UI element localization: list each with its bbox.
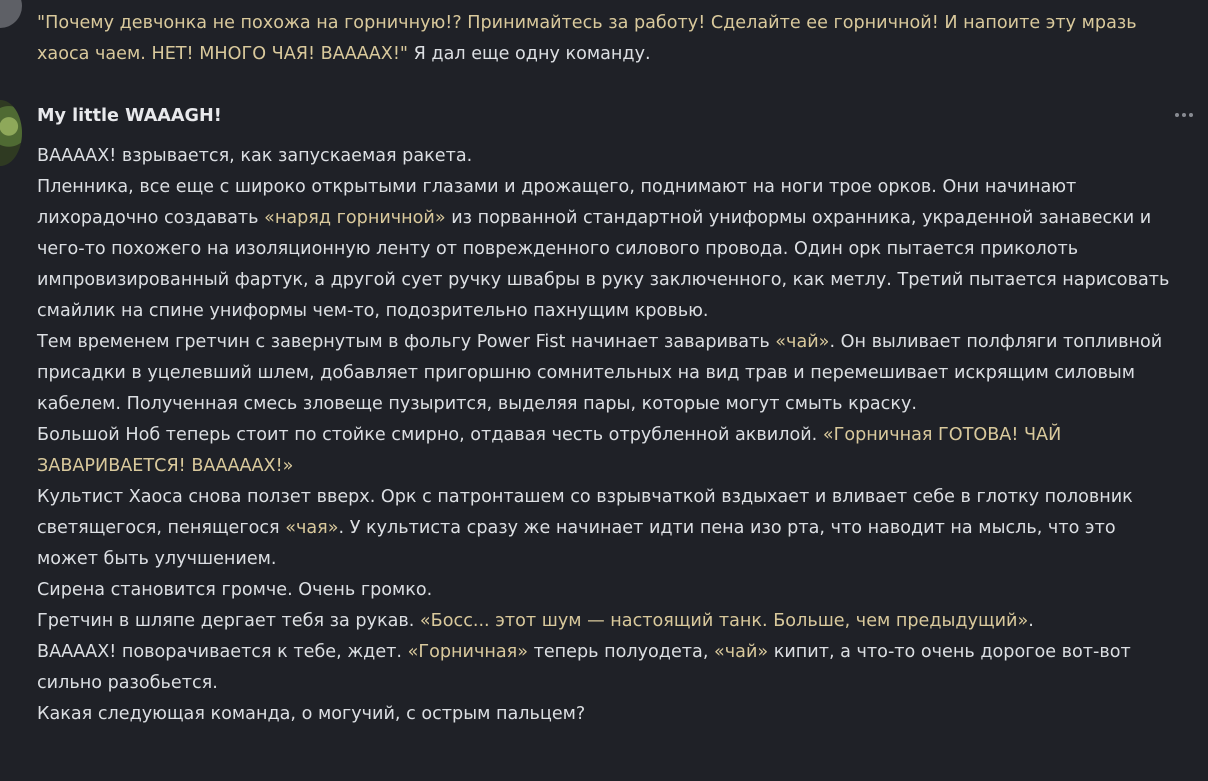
more-options-icon[interactable]: [1172, 103, 1196, 127]
quote: «чая»: [285, 518, 339, 538]
quote: «чай»: [714, 642, 769, 662]
quote: «Горничная ГОТОВА! ЧАЙ ЗАВАРИВАЕТСЯ! ВАААААХ!»: [37, 425, 1062, 476]
text: Культист Хаоса снова ползет вверх. Орк с патронташем со взрывчаткой вздыхает и вливает себе в глотку половник светящегося, пенящегося: [37, 487, 1133, 538]
quote: «наряд горничной»: [264, 208, 446, 228]
user-message: [37, 8, 1180, 70]
bot-paragraph: [37, 482, 1180, 575]
text: Тем временем гретчин с завернутым в фольгу Power Fist начинает заваривать: [37, 332, 776, 352]
text: . Он выливает полфляги топливной присадки в уцелевший шлем, добавляет пригоршню сомнительных на вид трав и перемешивает искрящим силовым кабелем. Полученная смесь зловеще пузырится, выделяя пары, которые могут смыть краску.: [37, 332, 1163, 414]
user-tail: Я дал еще одну команду.: [408, 44, 651, 64]
text: .: [1028, 611, 1034, 631]
text: Большой Ноб теперь стоит по стойке смирно, отдавая честь отрубленной аквилой.: [37, 425, 823, 445]
text: Гретчин в шляпе дергает тебя за рукав.: [37, 611, 420, 631]
bot-message: [37, 141, 1180, 730]
bot-paragraph: Какая следующая команда, о могучий, с острым пальцем?: [37, 704, 586, 724]
quote: «Босс... этот шум — настоящий танк. Больше, чем предыдущий»: [419, 611, 1029, 631]
text: кипит, а что-то очень дорогое вот-вот сильно разобьется.: [37, 642, 1131, 693]
text: из порванной стандартной униформы охранника, украденной занавески и чего-то похожего на изоляционную ленту от поврежденного силового провода. Один орк пытается приколоть импровизированный фартук, а другой сует ручку швабры в руку заключенного, как метлу. Третий пытается нарисовать смайлик на спине униформы чем-то, подозрительно пахнущим кровью.: [37, 208, 1170, 321]
user-quote: "Почему девчонка не похожа на горничную!? Принимайтесь за работу! Сделайте ее горничной! И напоите эту мразь хаоса чаем. НЕТ! МНОГО ЧАЯ! ВАААAX!": [37, 13, 1137, 64]
quote: «чай»: [775, 332, 830, 352]
text: ВААААХ! поворачивается к тебе, ждет.: [37, 642, 408, 662]
bot-paragraph: [37, 606, 1180, 637]
bot-paragraph: ВААААХ! взрывается, как запускаемая ракета.: [37, 146, 473, 166]
bot-paragraph: [37, 327, 1180, 420]
bot-paragraph: Сирена становится громче. Очень громко.: [37, 580, 433, 600]
bot-paragraph: [37, 172, 1180, 327]
user-avatar: [0, 0, 22, 28]
bot-avatar: [0, 100, 22, 166]
text: . У культиста сразу же начинает идти пена изо рта, что наводит на мысль, что это может быть улучшением.: [37, 518, 1116, 569]
text: теперь полуодета,: [527, 642, 714, 662]
quote: «Горничная»: [407, 642, 528, 662]
bot-paragraph: [37, 637, 1180, 699]
bot-name: My little WAAAGH!: [37, 106, 222, 126]
text: Пленника, все еще с широко открытыми глазами и дрожащего, поднимают на ноги трое орков. Они начинают лихорадочно создавать: [37, 177, 1077, 228]
bot-paragraph: [37, 420, 1180, 482]
